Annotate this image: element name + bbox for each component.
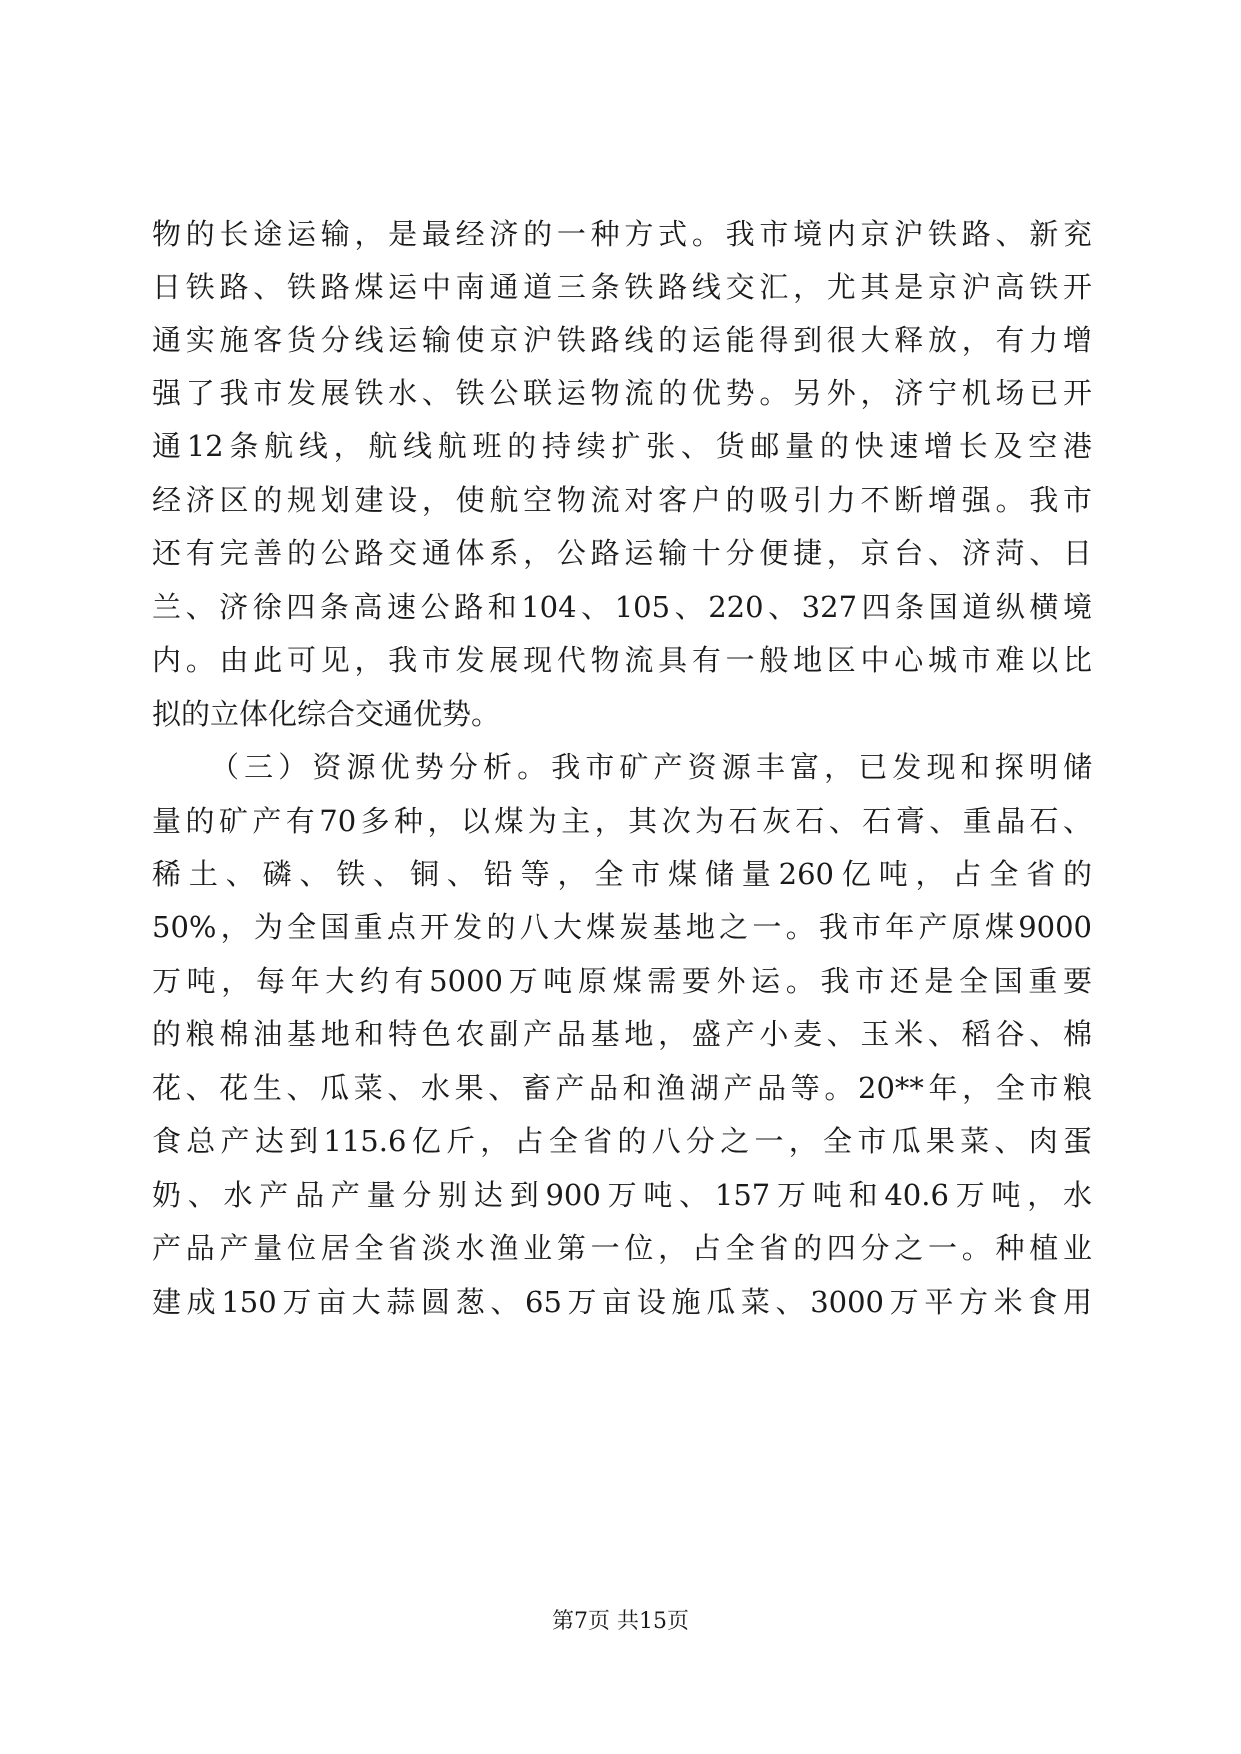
section-heading-line: （三）资源优势分析。我市矿产资源丰富，已发现和探明储 <box>210 750 1092 784</box>
text-line: 的粮棉油基地和特色农副产品基地，盛产小麦、玉米、稻谷、棉 <box>152 1017 1092 1051</box>
text-line: 内。由此可见，我市发展现代物流具有一般地区中心城市难以比 <box>152 643 1092 677</box>
text-line: 通实施客货分线运输使京沪铁路线的运能得到很大释放，有力增 <box>152 323 1092 357</box>
page-number-footer: 第7页 共15页 <box>552 1609 689 1634</box>
text-line: 产品产量位居全省淡水渔业第一位，占全省的四分之一。种植业 <box>152 1231 1092 1265</box>
text-line: 量的矿产有70多种，以煤为主，其次为石灰石、石膏、重晶石、 <box>152 804 1092 838</box>
text-line: 强了我市发展铁水、铁公联运物流的优势。另外，济宁机场已开 <box>152 376 1092 410</box>
text-line: 花、花生、瓜菜、水果、畜产品和渔湖产品等。20**年，全市粮 <box>152 1071 1092 1105</box>
text-line: 食总产达到115.6亿斤，占全省的八分之一，全市瓜果菜、肉蛋 <box>152 1124 1092 1158</box>
text-line: 拟的立体化综合交通优势。 <box>152 697 501 731</box>
text-line: 稀土、磷、铁、铜、铅等，全市煤储量260亿吨，占全省的 <box>152 857 1092 891</box>
text-line: 万吨，每年大约有5000万吨原煤需要外运。我市还是全国重要 <box>152 964 1092 998</box>
text-line: 还有完善的公路交通体系，公路运输十分便捷，京台、济菏、日 <box>152 536 1092 570</box>
text-line: 物的长途运输，是最经济的一种方式。我市境内京沪铁路、新兖 <box>152 217 1092 251</box>
text-line: 50%，为全国重点开发的八大煤炭基地之一。我市年产原煤9000 <box>152 910 1092 944</box>
text-line: 奶、水产品产量分别达到900万吨、157万吨和40.6万吨，水 <box>152 1178 1092 1212</box>
text-line: 日铁路、铁路煤运中南通道三条铁路线交汇，尤其是京沪高铁开 <box>152 270 1092 304</box>
text-line: 通12条航线，航线航班的持续扩张、货邮量的快速增长及空港 <box>152 429 1092 463</box>
text-line: 建成150万亩大蒜圆葱、65万亩设施瓜菜、3000万平方米食用 <box>152 1285 1092 1319</box>
text-line: 经济区的规划建设，使航空物流对客户的吸引力不断增强。我市 <box>152 483 1092 517</box>
text-line: 兰、济徐四条高速公路和104、105、220、327四条国道纵横境 <box>152 590 1092 624</box>
